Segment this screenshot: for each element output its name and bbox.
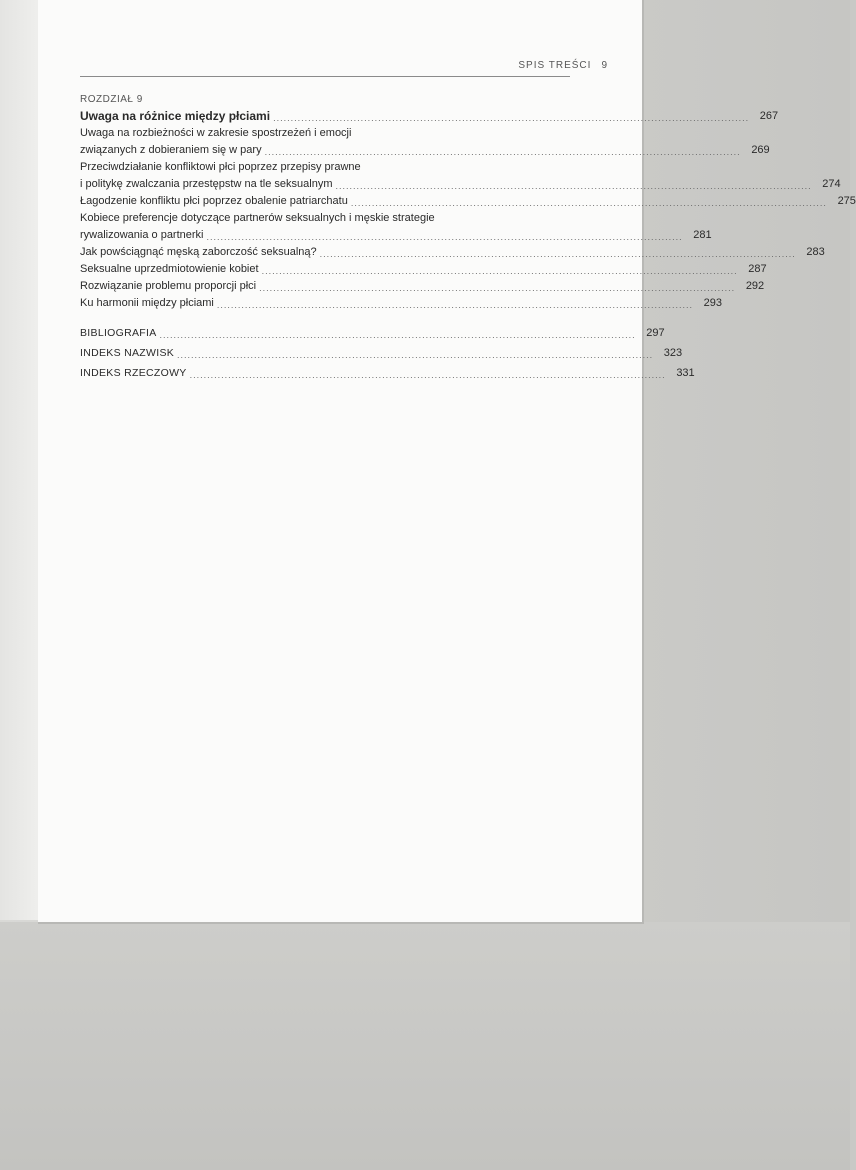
toc-entry-page: 323	[663, 347, 683, 359]
toc-entry-page: 287	[748, 263, 767, 275]
running-head-page-number: 9	[601, 60, 608, 71]
toc-entry-page: 283	[806, 246, 825, 258]
toc-entry-title: związanych z dobieraniem się w pary	[80, 144, 262, 156]
toc-entry-text: Kobiece preferencje dotyczące partnerów seksualnych i męskie strategie	[80, 212, 435, 224]
toc-entry-text: Uwaga na rozbieżności w zakresie spostrzeżeń i emocji	[80, 127, 352, 139]
toc-entry-page: 292	[745, 280, 765, 292]
toc-entry	[80, 261, 767, 278]
chapter-title-entry	[80, 108, 779, 125]
toc-back-matter-subject-index	[80, 362, 695, 382]
toc-entry-title: Rozwiązanie problemu proporcji płci	[80, 280, 257, 292]
spacer	[80, 312, 568, 322]
toc-entry	[80, 227, 712, 244]
toc-entry	[80, 295, 722, 312]
header-rule	[80, 76, 570, 77]
leader-dots: ........................................................................................................................................	[159, 330, 636, 340]
toc-entry	[80, 244, 825, 261]
toc-entry-title: Seksualne uprzedmiotowienie kobiet	[80, 263, 259, 275]
toc-entry-title: Ku harmonii między płciami	[80, 297, 214, 309]
toc-entry-title: INDEKS NAZWISK	[80, 347, 175, 359]
toc-entry-page: 269	[751, 144, 770, 156]
toc-entry-page: 281	[693, 229, 712, 241]
chapter-page: 267	[759, 110, 779, 122]
toc-entry-title: Łagodzenie konfliktu płci poprzez obalenie patriarchatu	[80, 195, 348, 207]
leader-dots: ........................................................................................................................................	[319, 249, 796, 259]
toc-entry-page: 293	[703, 297, 722, 309]
leader-dots: ........................................................................................................................................	[273, 113, 750, 123]
toc-entry-text: Przeciwdziałanie konfliktowi płci poprzez przepisy prawne	[80, 161, 361, 173]
table-of-contents	[80, 92, 856, 382]
running-head	[478, 60, 608, 71]
toc-entry-title: Jak powściągnąć męską zaborczość seksualną?	[80, 246, 317, 258]
toc-entry	[80, 193, 856, 210]
toc-back-matter-bibliography	[80, 322, 665, 342]
leader-dots: ........................................................................................................................................	[350, 198, 827, 208]
toc-back-matter-name-index	[80, 342, 683, 362]
toc-entry	[80, 176, 841, 193]
toc-entry-line1	[80, 210, 568, 227]
toc-entry-page: 275	[837, 195, 856, 207]
toc-entry-title: i politykę zwalczania przestępstw na tle seksualnym	[80, 178, 333, 190]
document-page	[38, 0, 856, 924]
toc-entry	[80, 278, 765, 295]
scanner-bed	[0, 922, 850, 1170]
leader-dots: ........................................................................................................................................	[177, 350, 654, 360]
toc-entry-page: 297	[646, 327, 665, 339]
leader-dots: ........................................................................................................................................	[216, 300, 693, 310]
toc-entry-page: 274	[822, 178, 841, 190]
running-head-section: SPIS TREŚCI	[518, 60, 592, 71]
leader-dots: ........................................................................................................................................	[261, 266, 738, 276]
toc-entry-line1	[80, 159, 568, 176]
chapter-label: ROZDZIAŁ 9	[80, 94, 143, 105]
facing-page-edge	[0, 0, 40, 920]
leader-dots: ........................................................................................................................................	[335, 181, 812, 191]
leader-dots: ........................................................................................................................................	[189, 370, 666, 380]
toc-entry-title: BIBLIOGRAFIA	[80, 327, 157, 339]
toc-entry-title: INDEKS RZECZOWY	[80, 367, 187, 379]
chapter-title: Uwaga na różnice między płciami	[80, 109, 271, 123]
toc-entry-title: rywalizowania o partnerki	[80, 229, 204, 241]
toc-entry-line1	[80, 125, 568, 142]
toc-entry	[80, 142, 770, 159]
leader-dots: ........................................................................................................................................	[206, 232, 683, 242]
toc-entry-page: 331	[676, 367, 695, 379]
leader-dots: ........................................................................................................................................	[264, 147, 741, 157]
leader-dots: ........................................................................................................................................	[259, 283, 736, 293]
